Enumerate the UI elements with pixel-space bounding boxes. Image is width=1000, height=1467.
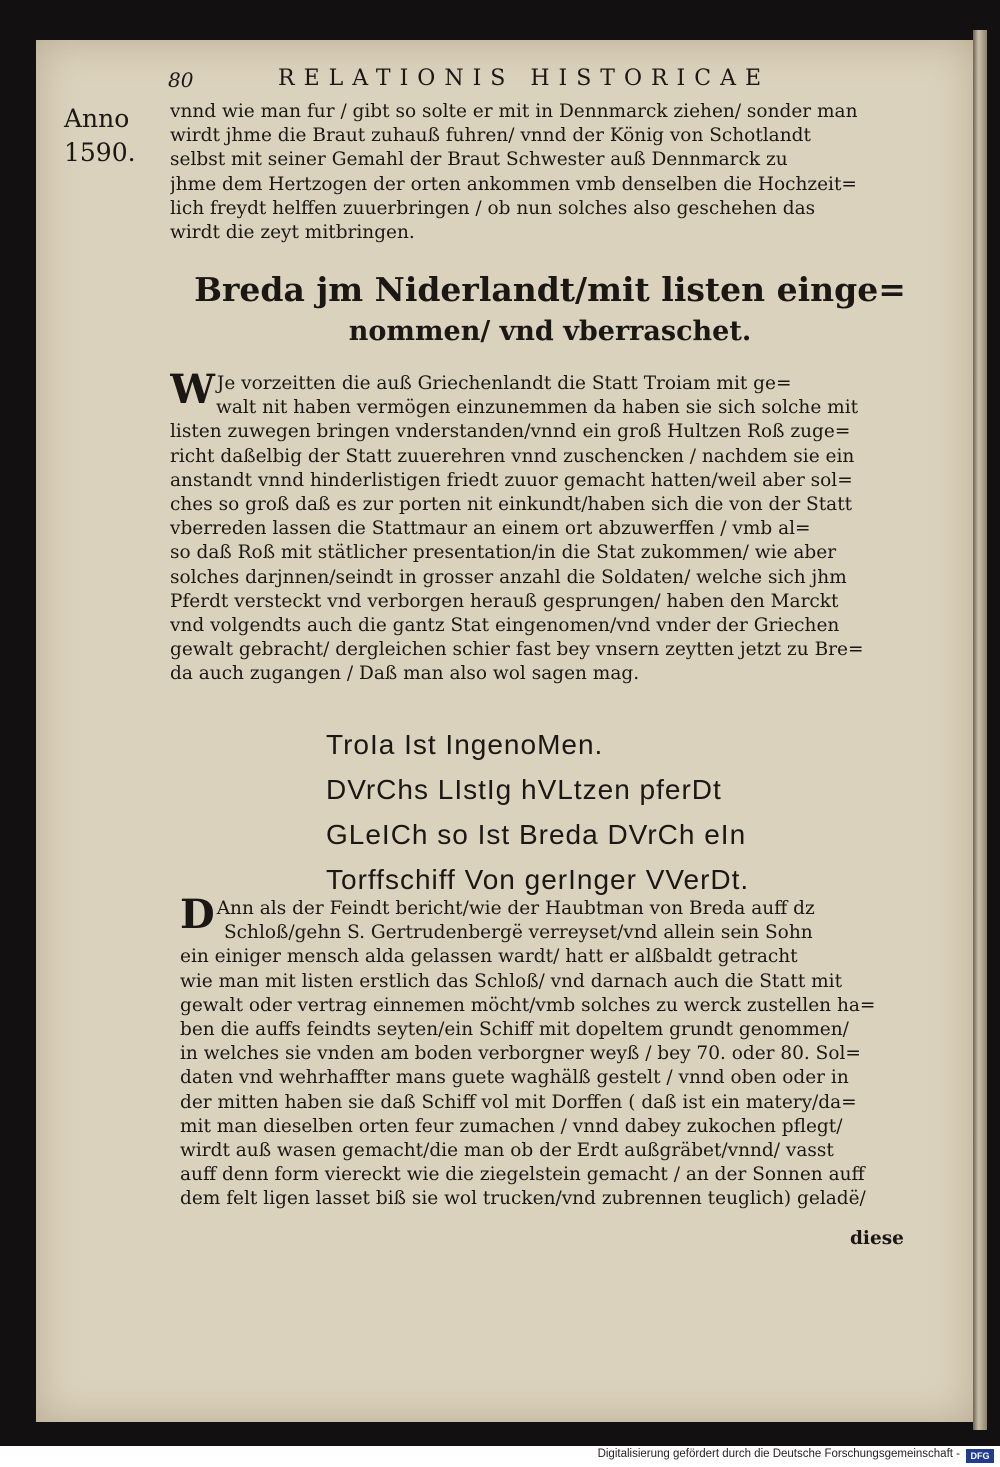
text-line: gewalt gebracht/ dergleichen schier fast bey vnsern zeytten jetzt zu Bre= xyxy=(170,639,864,661)
text-line: Pferdt versteckt vnd verborgen herauß gesprungen/ haben den Marckt xyxy=(170,590,839,612)
text-line: walt nit haben vermögen einzunemmen da haben sie sich solche mit xyxy=(216,397,859,419)
chronogram-line: Torffschiff Von gerInger VVerDt. xyxy=(326,864,750,895)
text-line: auff denn form viereckt wie die ziegelstein gemacht / an der Sonnen auff xyxy=(180,1164,865,1186)
text-line: da auch zugangen / Daß man also wol sagen mag. xyxy=(170,663,640,685)
text-line: so daß Roß mit stätlicher presentation/in die Stat zukommen/ wie aber xyxy=(170,542,837,564)
text-line: vnd volgendts auch die gantz Stat eingenomen/vnd vnder der Griechen xyxy=(170,614,840,636)
text-line: der mitten haben sie daß Schiff vol mit Dorffen ( daß ist ein matery/da= xyxy=(180,1091,857,1113)
dfg-logo: DFG xyxy=(966,1449,994,1463)
text-line: vnnd wie man fur / gibt so solte er mit in Dennmarck ziehen/ sonder man xyxy=(170,101,858,122)
page-number: 80 xyxy=(168,68,194,92)
text-line: daten vnd wehrhaffter mans guete waghälß gestelt / vnnd oben oder in xyxy=(180,1067,849,1089)
dropcap: W xyxy=(170,372,215,413)
text-line-content: Je vorzeitten die auß Griechenlandt die Statt Troiam mit ge= xyxy=(216,373,792,394)
footer-bar xyxy=(0,1446,1000,1467)
margin-note-anno: Anno xyxy=(64,104,130,133)
text-line: wirdt auß wasen gemacht/die man ob der Erdt außgräbet/vnnd/ vasst xyxy=(180,1139,834,1161)
paragraph-troy xyxy=(170,372,930,686)
page-edge xyxy=(973,30,987,1430)
paragraph-breda xyxy=(180,897,930,1211)
funding-credit: Digitalisierung gefördert durch die Deutsche Forschungsgemeinschaft - xyxy=(597,1448,960,1460)
chronogram-line: TroIa Ist IngenoMen. xyxy=(326,729,604,760)
text-line: mit man dieselben orten feur zumachen / vnnd dabey zukochen pflegt/ xyxy=(180,1115,843,1137)
text-line-content: Ann als der Feindt bericht/wie der Haubtman von Breda auff dz xyxy=(216,898,815,919)
margin-note-year: 1590. xyxy=(64,138,136,167)
text-line: jhme dem Hertzogen der orten ankommen vmb denselben die Hochzeit= xyxy=(170,173,857,195)
text-line: vberreden lassen die Stattmaur an einem ort abzuwerffen / vmb al= xyxy=(170,518,811,540)
text-line: selbst mit seiner Gemahl der Braut Schwester auß Dennmarck zu xyxy=(170,149,788,171)
dropcap: D xyxy=(180,897,215,938)
text-line: in welches sie vnden am boden verborgner weyß / bey 70. oder 80. Sol= xyxy=(180,1043,861,1065)
text-line: wirdt die zeyt mitbringen. xyxy=(170,221,415,243)
section-title-line-2: nommen/ vnd vberraschet. xyxy=(348,316,752,347)
text-line: ches so groß daß es zur porten nit einkundt/haben sich die von der Statt xyxy=(170,493,853,515)
text-line: dem felt ligen lasset biß sie wol trucken/vnd zubrennen teuglich) geladë/ xyxy=(180,1188,866,1210)
text-line: ein einiger mensch alda gelassen wardt/ hatt er alßbaldt getracht xyxy=(180,946,798,968)
text-line: lich freydt helffen zuuerbringen / ob nun solches also geschehen das xyxy=(170,197,816,219)
text-line: solches darjnnen/seindt in grosser anzahl die Soldaten/ welche sich jhm xyxy=(170,566,847,588)
chronogram-line: DVrChs LIstIg hVLtzen pferDt xyxy=(326,774,722,805)
section-title-line-1: Breda jm Niderlandt/mit listen einge= xyxy=(194,270,906,309)
text-line: wie man mit listen erstlich das Schloß/ vnd darnach auch die Statt mit xyxy=(180,970,843,992)
chronogram-line: GLeICh so Ist Breda DVrCh eIn xyxy=(326,819,747,850)
running-title: RELATIONIS HISTORICAE xyxy=(278,66,771,91)
running-header xyxy=(168,66,928,96)
text-line: anstandt vnnd hinderlistigen friedt zuuor gemacht hatten/weil aber sol= xyxy=(170,469,853,491)
text-line: Schloß/gehn S. Gertrudenbergë verreyset/vnd allein sein Sohn xyxy=(224,922,813,944)
text-line: gewalt oder vertrag einnemen möcht/vmb solches zu werck zustellen ha= xyxy=(180,994,876,1016)
intro-paragraph xyxy=(170,100,930,245)
text-line: listen zuwegen bringen vnderstanden/vnnd ein groß Hultzen Roß zuge= xyxy=(170,421,851,443)
margin-note xyxy=(64,102,154,170)
catchword: diese xyxy=(850,1228,904,1249)
chronogram-verse xyxy=(326,722,886,902)
text-line: wirdt jhme die Braut zuhauß fuhren/ vnnd der König von Schotlandt xyxy=(170,125,811,147)
text-line: ben die auffs feindts seyten/ein Schiff mit dopeltem grundt genommen/ xyxy=(180,1018,849,1040)
text-line: richt daßelbig der Statt zuuerehren vnnd zuschencken / nachdem sie ein xyxy=(170,445,855,467)
